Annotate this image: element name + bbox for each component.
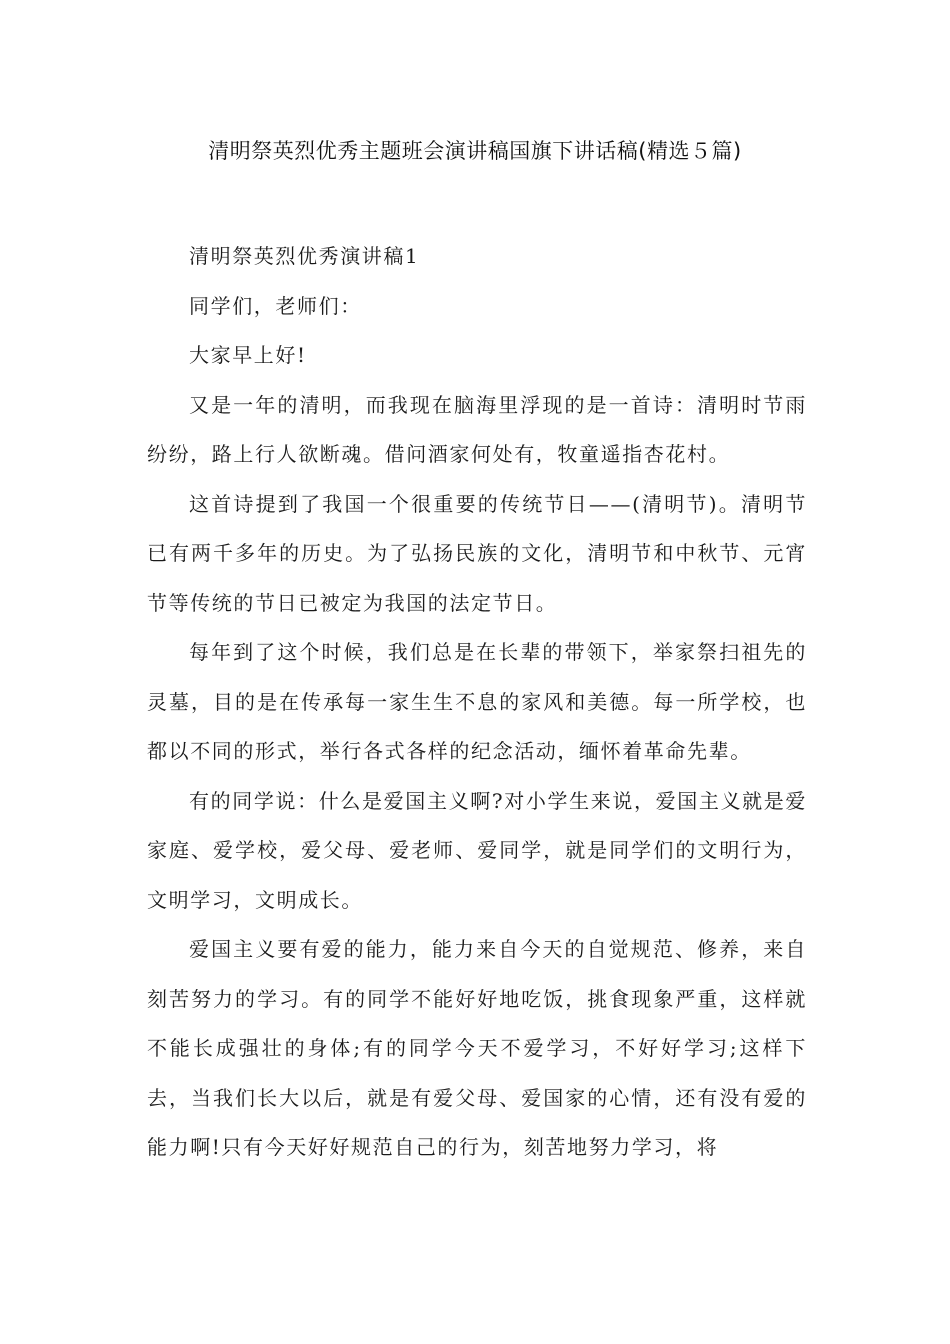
speech-heading: 清明祭英烈优秀演讲稿1 bbox=[189, 244, 420, 268]
document-body bbox=[147, 232, 807, 1173]
paragraph: 有的同学说：什么是爱国主义啊?对小学生来说，爱国主义就是爱家庭、爱学校，爱父母、爱老师、爱同学，就是同学们的文明行为，文明学习，文明成长。 bbox=[147, 788, 807, 912]
paragraph: 每年到了这个时候，我们总是在长辈的带领下，举家祭扫祖先的灵墓，目的是在传承每一家生生不息的家风和美德。每一所学校，也都以不同的形式，举行各式各样的纪念活动，缅怀着革命先辈。 bbox=[147, 640, 807, 763]
paragraph: 爱国主义要有爱的能力，能力来自今天的自觉规范、修养，来自刻苦努力的学习。有的同学不能好好地吃饭，挑食现象严重，这样就不能长成强壮的身体;有的同学今天不爱学习，不好好学习;这样下去，当我们长大以后，就是有爱父母、爱国家的心情，还有没有爱的能力啊!只有今天好好规范自己的行为，刻苦地努力学习，将 bbox=[147, 937, 807, 1159]
paragraph: 又是一年的清明，而我现在脑海里浮现的是一首诗：清明时节雨纷纷，路上行人欲断魂。借问酒家何处有，牧童遥指杏花村。 bbox=[147, 392, 807, 466]
paragraph: 这首诗提到了我国一个很重要的传统节日——(清明节)。清明节已有两千多年的历史。为了弘扬民族的文化，清明节和中秋节、元宵节等传统的节日已被定为我国的法定节日。 bbox=[147, 491, 807, 615]
greeting: 大家早上好! bbox=[189, 343, 307, 367]
salutation: 同学们，老师们： bbox=[189, 293, 362, 318]
document-title: 清明祭英烈优秀主题班会演讲稿国旗下讲话稿(精选５篇) bbox=[208, 139, 742, 163]
